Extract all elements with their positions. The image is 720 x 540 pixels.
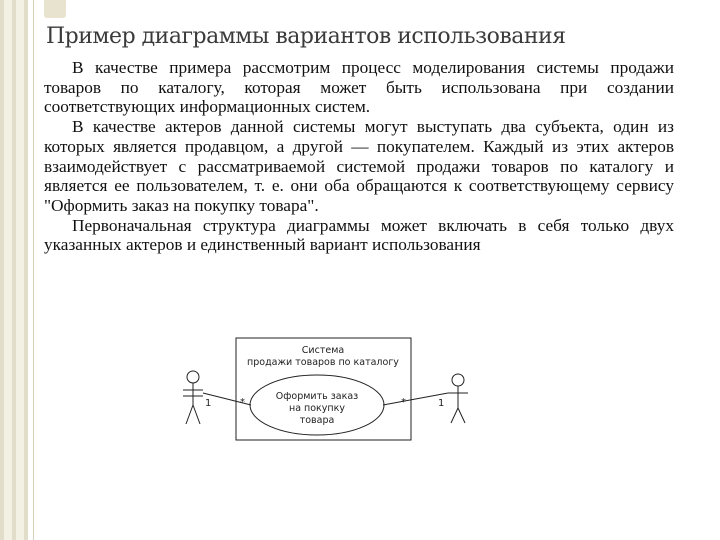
system-label-line1: Система [301, 345, 345, 356]
use-case-label-line1: Оформить заказ [275, 391, 359, 402]
paragraph-actors: В качестве актеров данной системы могут выступать два субъекта, один из которых является продавцом, а другой — покупателем. Каждый из этих актеров взаимодействует с рассматриваемой системой продажи товаров по каталогу и является ее пользователем, т. е. они оба обращаются к соответствующему сервису "Оформить заказ на покупку товара". [44, 117, 674, 215]
actor-buyer-icon [448, 374, 468, 423]
slide-title: Пример диаграммы вариантов использования [46, 24, 566, 49]
paragraph-structure: Первоначальная структура диаграммы может включать в себя только двух указанных актеров и единственный вариант использования [44, 215, 674, 255]
multiplicity-left-actor: 1 [205, 398, 212, 409]
multiplicity-right-actor: 1 [438, 398, 445, 409]
system-label-line2: продажи товаров по каталогу [247, 357, 399, 368]
use-case-label-line2: на покупку [288, 403, 346, 414]
use-case-label-line3: товара [299, 415, 335, 426]
multiplicity-left-usecase: * [240, 397, 245, 408]
multiplicity-right-usecase: * [401, 397, 406, 408]
paragraph-intro: В качестве примера рассмотрим процесс моделирования системы продажи товаров по каталогу, которая может быть использована при создании соответствующих информационных систем. [44, 58, 674, 117]
actor-seller-icon [183, 371, 203, 424]
